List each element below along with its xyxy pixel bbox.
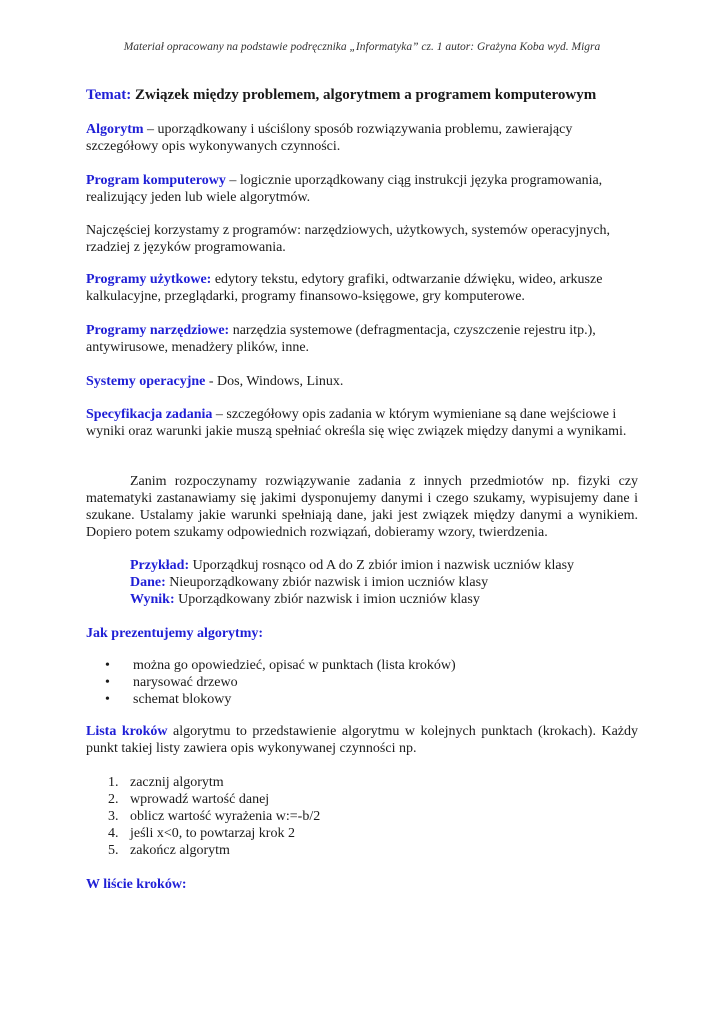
task-specification xyxy=(86,406,638,440)
step-number: 3. xyxy=(108,809,119,824)
list-item xyxy=(105,691,456,708)
program-text: – logicznie uporządkowany ciąg instrukcji języka programowania, realizujący jeden lub wiele algorytmów. xyxy=(86,173,603,205)
data-label: Dane: xyxy=(130,575,166,590)
list-item-text: schemat blokowy xyxy=(133,692,232,707)
result-text: Uporządkowany zbiór nazwisk i imion uczniów klasy xyxy=(174,592,480,607)
tool-text: narzędzia systemowe (defragmentacja, czyszczenie rejestru itp.), antywirusowe, menadżery plików, inne. xyxy=(86,323,596,355)
final-heading xyxy=(86,876,638,893)
list-item xyxy=(105,657,456,674)
approach-paragraph: Zanim rozpoczynamy rozwiązywanie zadania z innych przedmiotów np. fizyki czy matematyki zastanawiamy się jakimi dysponujemy danymi i czego szukamy, wypisujemy dane i szukane. Ustalamy jakie warunki spełniają dane, jaki jest związek między danymi a wynikiem. Dopiero potem szukamy odpowiednich rozwiązań, dobieramy wzory, twierdzenia. xyxy=(86,474,638,540)
example-label: Przykład: xyxy=(130,558,190,573)
step-number: 5. xyxy=(108,843,119,858)
example-text: Uporządkuj rosnąco od A do Z zbiór imion i nazwisk uczniów klasy xyxy=(189,558,575,573)
step-item xyxy=(108,842,320,859)
data-line xyxy=(130,574,640,591)
program-term: Program komputerowy xyxy=(86,173,226,188)
bullet-icon: • xyxy=(105,658,110,673)
step-item xyxy=(108,825,320,842)
presentation-methods-list xyxy=(105,657,456,708)
result-line xyxy=(130,591,640,608)
step-number: 2. xyxy=(108,792,119,807)
step-number: 4. xyxy=(108,826,119,841)
steps-list xyxy=(108,774,320,859)
step-text: wprowadź wartość danej xyxy=(130,792,270,807)
step-text: oblicz wartość wyrażenia w:=-b/2 xyxy=(130,809,321,824)
step-text: zakończ algorytm xyxy=(130,843,230,858)
usage-note: Najczęściej korzystamy z programów: narzędziowych, użytkowych, systemów operacyjnych, rzadziej z języków programowania. xyxy=(86,223,611,255)
example-line xyxy=(130,557,640,574)
step-item xyxy=(108,791,320,808)
algorithm-text: – uporządkowany i uściślony sposób rozwiązywania problemu, zawierający szczegółowy opis wykonywanych czynności. xyxy=(86,122,573,154)
list-item-text: można go opowiedzieć, opisać w punktach (lista kroków) xyxy=(133,658,456,673)
example-block xyxy=(130,557,640,608)
result-label: Wynik: xyxy=(130,592,175,607)
utility-term: Programy użytkowe: xyxy=(86,272,212,287)
steps-list-definition xyxy=(86,723,638,757)
steps-text: algorytmu to przedstawienie algorytmu w kolejnych punktach (krokach). Każdy punkt takiej listy zawiera opis wykonywanej czynności np. xyxy=(86,724,638,756)
presentation-heading xyxy=(86,625,638,642)
step-text: zacznij algorytm xyxy=(130,775,224,790)
step-item xyxy=(108,808,320,825)
final-heading-text: W liście kroków: xyxy=(86,877,187,892)
algorithm-definition xyxy=(86,121,638,155)
topic-label: Temat: xyxy=(86,87,132,103)
list-item-text: narysować drzewo xyxy=(133,675,238,690)
presentation-heading-text: Jak prezentujemy algorytmy: xyxy=(86,626,264,641)
list-item xyxy=(105,674,456,691)
utility-text: edytory tekstu, edytory grafiki, odtwarzanie dźwięku, wideo, arkusze kalkulacyjne, przeglądarki, programy finansowo-księgowe, gry komputerowe. xyxy=(86,272,603,304)
operating-systems xyxy=(86,373,638,390)
spec-text: – szczegółowy opis zadania w którym wymieniane są dane wejściowe i wyniki oraz warunki jakie muszą spełniać określa się więc związek między danymi a wynikami. xyxy=(86,407,627,439)
tool-term: Programy narzędziowe: xyxy=(86,323,230,338)
algorithm-term: Algorytm xyxy=(86,122,144,137)
steps-term: Lista kroków xyxy=(86,724,168,739)
page-header: Materiał opracowany na podstawie podręcznika „Informatyka” cz. 1 autor: Grażyna Koba wyd. Migra xyxy=(123,41,601,53)
os-term: Systemy operacyjne xyxy=(86,374,206,389)
topic-line xyxy=(86,87,638,104)
program-definition xyxy=(86,172,638,206)
utility-programs xyxy=(86,271,638,305)
bullet-icon: • xyxy=(105,675,110,690)
data-text: Nieuporządkowany zbiór nazwisk i imion uczniów klasy xyxy=(165,575,489,590)
tool-programs xyxy=(86,322,638,356)
step-number: 1. xyxy=(108,775,119,790)
step-item xyxy=(108,774,320,791)
bullet-icon: • xyxy=(105,692,110,707)
spec-term: Specyfikacja zadania xyxy=(86,407,213,422)
step-text: jeśli x<0, to powtarzaj krok 2 xyxy=(130,826,295,841)
os-text: - Dos, Windows, Linux. xyxy=(205,374,344,389)
topic-title: Związek między problemem, algorytmem a programem komputerowym xyxy=(135,87,597,103)
